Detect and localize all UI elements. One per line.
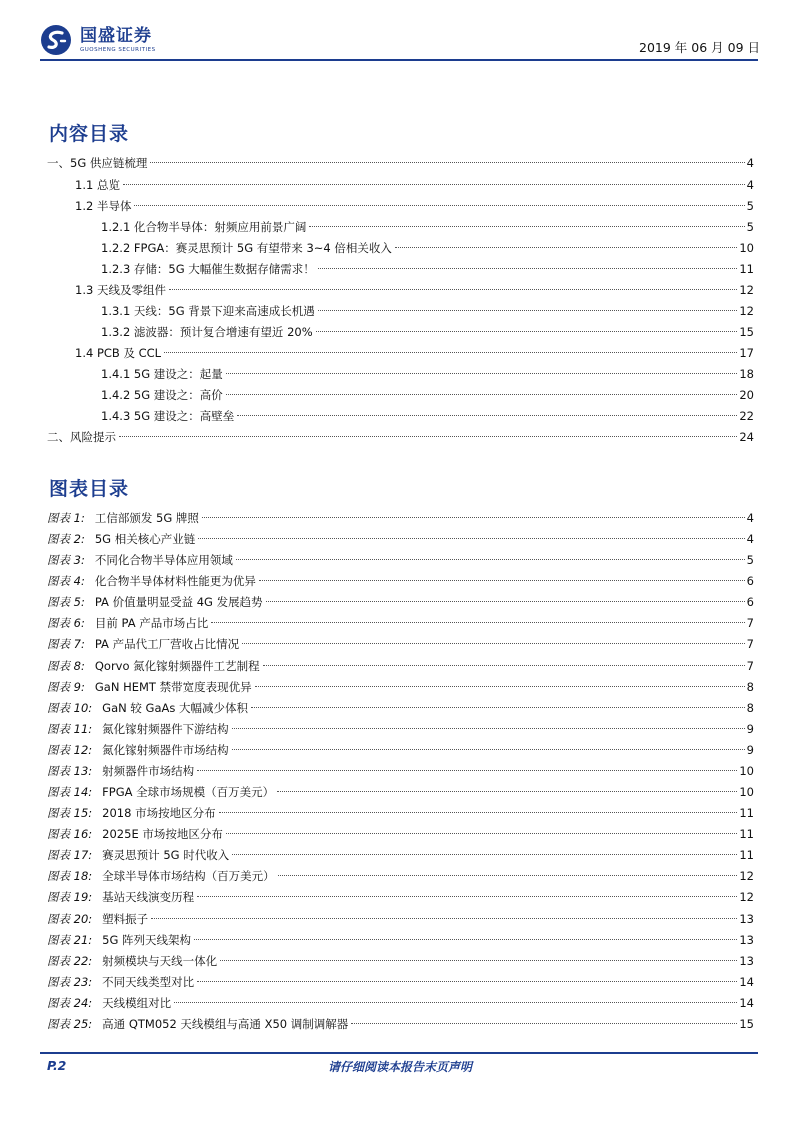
figure-entry-page: 8 (746, 701, 754, 715)
figure-entry-page: 7 (746, 616, 754, 630)
dot-leader (151, 918, 737, 919)
figure-entry[interactable] (47, 634, 754, 654)
figure-entry-page: 13 (739, 912, 754, 926)
contents-entry-label: 1.2 半导体 (75, 199, 132, 213)
dot-leader (197, 896, 737, 897)
figure-entry-label: PA 产品代工厂营收占比情况 (94, 637, 240, 651)
figure-entry[interactable] (47, 592, 754, 612)
contents-entry-label: 1.2.3 存储：5G 大幅催生数据存储需求！ (101, 262, 315, 276)
dot-leader (309, 226, 744, 227)
brand-name-en: GUOSHENG SECURITIES (80, 46, 156, 53)
dot-leader (318, 268, 738, 269)
figure-entry-label: 化合物半导体材料性能更为优异 (94, 574, 256, 588)
figure-entry-label: 塑料振子 (102, 912, 149, 926)
contents-entry[interactable] (47, 427, 754, 447)
figure-entry-label: 全球半导体市场结构（百万美元） (102, 869, 275, 883)
figure-entry[interactable] (47, 866, 754, 886)
dot-leader (202, 517, 745, 518)
contents-entry-label: 二、风险提示 (47, 430, 116, 444)
figure-entry-number: 图表 16: (47, 827, 93, 841)
dot-leader (119, 436, 737, 437)
figure-entry-page: 12 (739, 890, 754, 904)
figure-entry[interactable] (47, 845, 754, 865)
figure-entry[interactable] (47, 887, 754, 907)
figure-entry-number: 图表 8: (47, 659, 85, 673)
figure-entry[interactable] (47, 571, 754, 591)
figure-entry-number: 图表 19: (47, 890, 93, 904)
figure-entry[interactable] (47, 529, 754, 549)
contents-entry-page: 4 (746, 156, 754, 170)
figure-entry-label: 目前 PA 产品市场占比 (94, 616, 209, 630)
contents-entry-label: 1.4 PCB 及 CCL (75, 346, 162, 360)
figure-entry-number: 图表 21: (47, 933, 93, 947)
dot-leader (351, 1023, 737, 1024)
contents-entry-page: 5 (746, 220, 754, 234)
figure-entry-page: 11 (739, 827, 754, 841)
figure-entry-page: 13 (739, 954, 754, 968)
figure-entry-label: 赛灵思预计 5G 时代收入 (102, 848, 230, 862)
figure-entry-label: 5G 相关核心产业链 (94, 532, 196, 546)
contents-entry-page: 20 (739, 388, 754, 402)
dot-leader (174, 1002, 737, 1003)
figure-entry[interactable] (47, 909, 754, 929)
dot-leader (197, 770, 737, 771)
dot-leader (226, 373, 738, 374)
contents-entry-page: 22 (739, 409, 754, 423)
contents-entry-page: 17 (739, 346, 754, 360)
contents-entry[interactable] (47, 153, 754, 173)
contents-entry-label: 1.4.3 5G 建设之：高壁垒 (101, 409, 235, 423)
figure-entry-page: 13 (739, 933, 754, 947)
figure-entry[interactable] (47, 1014, 754, 1034)
dot-leader (164, 352, 737, 353)
figure-entry-number: 图表 13: (47, 764, 93, 778)
contents-entry-page: 10 (739, 241, 754, 255)
figure-entry-page: 7 (746, 659, 754, 673)
dot-leader (251, 707, 745, 708)
report-date: 2019 年 06 月 09 日 (639, 40, 760, 55)
figure-entry-page: 10 (739, 764, 754, 778)
dot-leader (198, 538, 744, 539)
contents-entry-label: 1.3 天线及零组件 (75, 283, 166, 297)
contents-entry[interactable] (75, 196, 754, 216)
figure-entry-page: 8 (746, 680, 754, 694)
contents-entry-label: 一、5G 供应链梳理 (47, 156, 148, 170)
contents-entry[interactable] (101, 385, 754, 405)
contents-entry-page: 5 (746, 199, 754, 213)
contents-entry[interactable] (101, 259, 754, 279)
figure-entry-number: 图表 17: (47, 848, 93, 862)
dot-leader (134, 205, 744, 206)
figure-entry-page: 6 (746, 574, 754, 588)
figure-entry-page: 12 (739, 869, 754, 883)
page-header (40, 24, 760, 62)
figure-entry-number: 图表 22: (47, 954, 93, 968)
figure-entry[interactable] (47, 803, 754, 823)
dot-leader (263, 665, 745, 666)
dot-leader (226, 394, 738, 395)
figure-entry-number: 图表 10: (47, 701, 93, 715)
figure-entry-label: 5G 阵列天线架构 (102, 933, 192, 947)
contents-entry[interactable] (101, 238, 754, 258)
figure-entry-page: 10 (739, 785, 754, 799)
figure-entry-label: 氮化镓射频器件市场结构 (102, 743, 229, 757)
figure-entry[interactable] (47, 677, 754, 697)
figure-entry-number: 图表 23: (47, 975, 93, 989)
figure-entry-number: 图表 1: (47, 511, 85, 525)
figure-entry-page: 4 (746, 532, 754, 546)
contents-entry[interactable] (75, 175, 754, 195)
figure-entry[interactable] (47, 698, 754, 718)
contents-entry-page: 4 (746, 178, 754, 192)
figure-entry-label: 2018 市场按地区分布 (102, 806, 216, 820)
dot-leader (266, 601, 745, 602)
contents-entry[interactable] (75, 343, 754, 363)
figure-entry-number: 图表 14: (47, 785, 93, 799)
dot-leader (232, 728, 745, 729)
figure-entry-label: GaN 较 GaAs 大幅减少体积 (102, 701, 249, 715)
figure-entry-page: 14 (739, 996, 754, 1010)
figure-entry-number: 图表 24: (47, 996, 93, 1010)
figure-entry-label: 天线模组对比 (102, 996, 172, 1010)
contents-entry-page: 12 (739, 304, 754, 318)
figure-entry-number: 图表 15: (47, 806, 93, 820)
brand-name-cn: 国盛证券 (80, 25, 152, 46)
dot-leader (237, 415, 737, 416)
contents-entry-page: 24 (739, 430, 754, 444)
figure-entry[interactable] (47, 930, 754, 950)
figures-title: 图表目录 (49, 478, 130, 500)
figure-entry[interactable] (47, 508, 754, 528)
figure-entry[interactable] (47, 550, 754, 570)
contents-title: 内容目录 (49, 123, 130, 145)
contents-entry-page: 18 (739, 367, 754, 381)
figure-entry-page: 9 (746, 722, 754, 736)
dot-leader (236, 559, 745, 560)
figure-entry-label: GaN HEMT 禁带宽度表现优异 (94, 680, 252, 694)
figure-entry-page: 5 (746, 553, 754, 567)
figure-entry-page: 11 (739, 848, 754, 862)
figure-entry-number: 图表 2: (47, 532, 85, 546)
figure-entry-label: 不同化合物半导体应用领域 (94, 553, 233, 567)
dot-leader (242, 643, 745, 644)
dot-leader (123, 184, 745, 185)
figure-entry-page: 6 (746, 595, 754, 609)
dot-leader (194, 939, 737, 940)
dot-leader (219, 812, 738, 813)
figure-entry-page: 7 (746, 637, 754, 651)
figure-entry[interactable] (47, 613, 754, 633)
figure-entry[interactable] (47, 972, 754, 992)
figure-entry[interactable] (47, 761, 754, 781)
figure-entry-label: 氮化镓射频器件下游结构 (102, 722, 229, 736)
page-number: P.2 (47, 1058, 67, 1073)
contents-entry[interactable] (101, 217, 754, 237)
figure-entry-label: 射频器件市场结构 (102, 764, 195, 778)
figure-entry-page: 9 (746, 743, 754, 757)
header-divider (40, 59, 758, 61)
contents-entry[interactable] (101, 364, 754, 384)
figure-entry-number: 图表 6: (47, 616, 85, 630)
figure-entry-number: 图表 11: (47, 722, 93, 736)
dot-leader (226, 833, 738, 834)
figure-entry[interactable] (47, 824, 754, 844)
dot-leader (395, 247, 737, 248)
figure-entry-label: 基站天线演变历程 (102, 890, 195, 904)
contents-entry[interactable] (101, 301, 754, 321)
brand-logo-icon (40, 24, 72, 56)
figure-entry[interactable] (47, 740, 754, 760)
dot-leader (150, 162, 744, 163)
dot-leader (318, 310, 738, 311)
figure-entry-number: 图表 12: (47, 743, 93, 757)
contents-entry-label: 1.3.1 天线：5G 背景下迎来高速成长机遇 (101, 304, 315, 318)
figure-entry-number: 图表 20: (47, 912, 93, 926)
figure-entry-number: 图表 18: (47, 869, 93, 883)
figure-entry[interactable] (47, 782, 754, 802)
dot-leader (232, 749, 745, 750)
footer-divider (40, 1052, 758, 1054)
figure-entry[interactable] (47, 719, 754, 739)
dot-leader (197, 981, 737, 982)
contents-entry-label: 1.2.1 化合物半导体：射频应用前景广阔 (101, 220, 307, 234)
figure-entry-label: 工信部颁发 5G 牌照 (94, 511, 199, 525)
figure-entry-number: 图表 5: (47, 595, 85, 609)
dot-leader (211, 622, 744, 623)
contents-entry-label: 1.4.2 5G 建设之：高价 (101, 388, 223, 402)
dot-leader (278, 875, 738, 876)
figure-entry-label: Qorvo 氮化镓射频器件工艺制程 (94, 659, 260, 673)
contents-entry[interactable] (75, 280, 754, 300)
contents-entry-page: 12 (739, 283, 754, 297)
contents-entry-page: 15 (739, 325, 754, 339)
dot-leader (255, 686, 745, 687)
dot-leader (220, 960, 737, 961)
figure-entry-label: FPGA 全球市场规模（百万美元） (102, 785, 275, 799)
figure-entry-label: 2025E 市场按地区分布 (102, 827, 223, 841)
figure-entry-label: PA 价值量明显受益 4G 发展趋势 (94, 595, 263, 609)
contents-entry-label: 1.1 总览 (75, 178, 120, 192)
contents-entry-label: 1.3.2 滤波器：预计复合增速有望近 20% (101, 325, 313, 339)
figure-entry[interactable] (47, 951, 754, 971)
brand-logo (40, 24, 156, 56)
dot-leader (277, 791, 737, 792)
figure-entry-label: 不同天线类型对比 (102, 975, 195, 989)
contents-entry-page: 11 (739, 262, 754, 276)
dot-leader (169, 289, 737, 290)
figure-entry-page: 15 (739, 1017, 754, 1031)
figure-entry-number: 图表 7: (47, 637, 85, 651)
figure-entry-number: 图表 25: (47, 1017, 93, 1031)
dot-leader (316, 331, 738, 332)
dot-leader (259, 580, 745, 581)
figure-entry-number: 图表 9: (47, 680, 85, 694)
figure-entry-number: 图表 4: (47, 574, 85, 588)
contents-entry[interactable] (101, 322, 754, 342)
figure-entry-number: 图表 3: (47, 553, 85, 567)
figure-entry-page: 14 (739, 975, 754, 989)
footer-disclaimer: 请仔细阅读本报告末页声明 (327, 1060, 472, 1074)
dot-leader (232, 854, 737, 855)
figure-entry-page: 11 (739, 806, 754, 820)
contents-entry[interactable] (101, 406, 754, 426)
figure-entry[interactable] (47, 993, 754, 1013)
figure-entry-label: 高通 QTM052 天线模组与高通 X50 调制调解器 (102, 1017, 349, 1031)
contents-entry-label: 1.2.2 FPGA：赛灵思预计 5G 有望带来 3~4 倍相关收入 (101, 241, 392, 255)
figure-entry-page: 4 (746, 511, 754, 525)
figure-entry-label: 射频模块与天线一体化 (102, 954, 218, 968)
contents-entry-label: 1.4.1 5G 建设之：起量 (101, 367, 223, 381)
figure-entry[interactable] (47, 656, 754, 676)
